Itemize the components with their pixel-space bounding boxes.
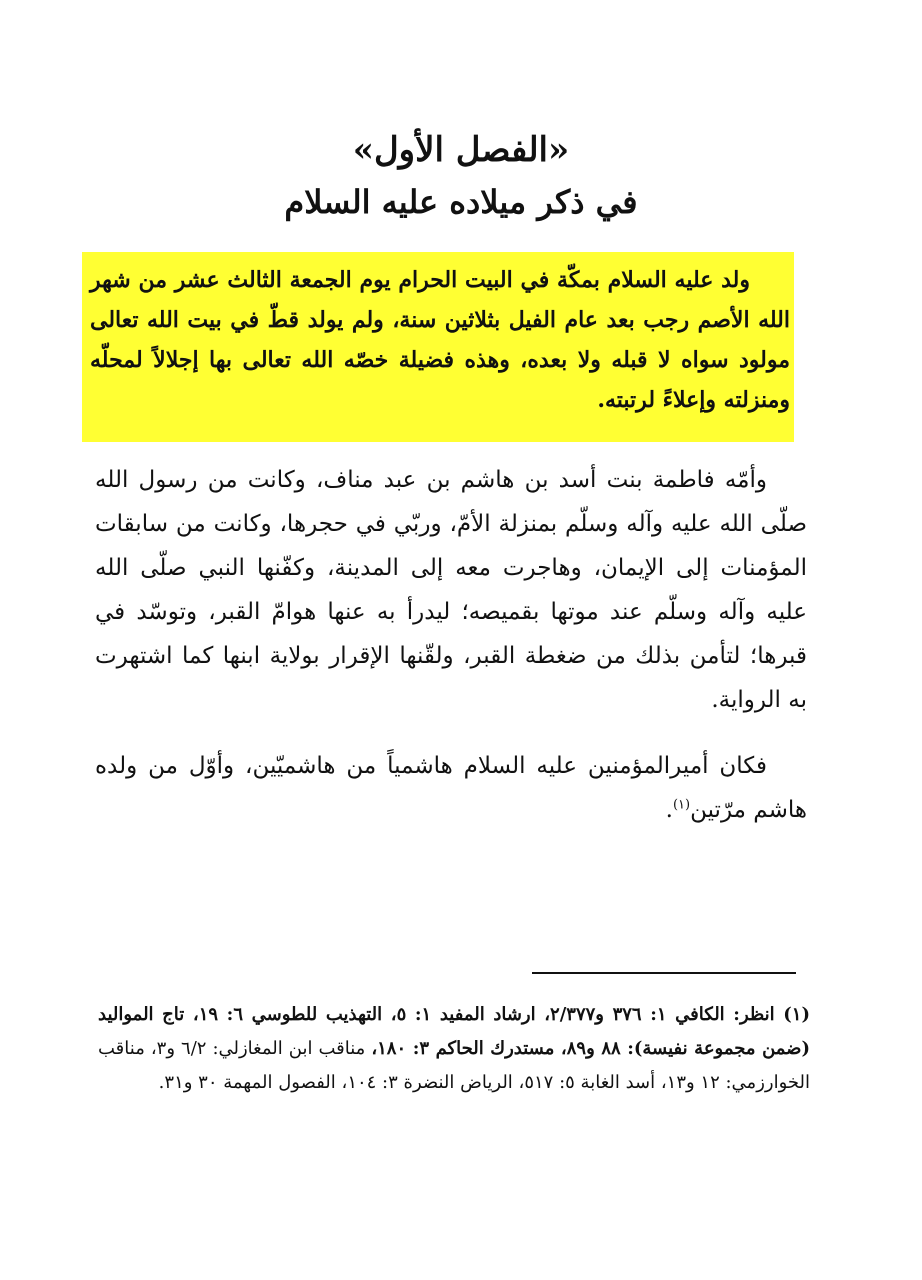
chapter-title: «الفصل الأول»: [352, 130, 570, 170]
footnote-reference: (١): [672, 797, 691, 813]
hashimi-text: فكان أميرالمؤمنين عليه السلام هاشمياً من هاشميّين، وأوّل من ولده هاشم مرّتين: [95, 753, 807, 823]
birth-paragraph: ولد عليه السلام بمكّة في البيت الحرام يوم الجمعة الثالث عشر من شهر الله الأصم رجب بعد عام الفيل بثلاثين سنة، ولم يولد قطّ في بيت الله تعالى مولود سواه لا قبله ولا بعده، وهذه فضيلة خصّه الله تعالى بها إجلالاً لمحلّه ومنزلته وإعلاءً لرتبته.: [90, 267, 790, 413]
chapter-subtitle: في ذكر ميلاده عليه السلام: [284, 183, 638, 221]
mother-paragraph: وأمّه فاطمة بنت أسد بن هاشم بن عبد مناف، وكانت من رسول الله صلّى الله عليه وآله وسلّم بمنزلة الأمّ، وربّي في حجرها، وكانت من سابقات المؤمنات إلى الإيمان، وهاجرت معه إلى المدينة، وكفّنها النبي صلّى الله عليه وآله وسلّم عند موتها بقميصه؛ ليدرأ به عنها هوامّ القبر، وتوسّد في قبرها؛ لتأمن بذلك من ضغطة القبر، ولقّنها الإقرار بولاية ابنها كما اشتهرت به الرواية.: [95, 467, 807, 713]
footnote-divider: [532, 972, 796, 974]
footnote: [98, 998, 810, 1100]
footnote-bold-part: (١) انظر: الكافي ١: ٣٧٦ و٢/٣٧٧، ارشاد المفيد ١: ٥، التهذيب للطوسي ٦: ١٩، تاج المواليد (ضمن مجموعة نفيسة): ٨٨ و٨٩، مستدرك الحاكم ٣: ١٨٠،: [98, 1004, 810, 1059]
hashimi-paragraph: [95, 744, 807, 832]
hashimi-end: .: [665, 797, 673, 823]
footnote-regular-part: مناقب ابن المغازلي: ٦/٢ و٣، مناقب الخوارزمي: ١٢ و١٣، أسد الغابة ٥: ٥١٧، الرياض النضرة ٣: ١٠٤، الفصول المهمة ٣٠ و٣١.: [98, 1038, 810, 1093]
